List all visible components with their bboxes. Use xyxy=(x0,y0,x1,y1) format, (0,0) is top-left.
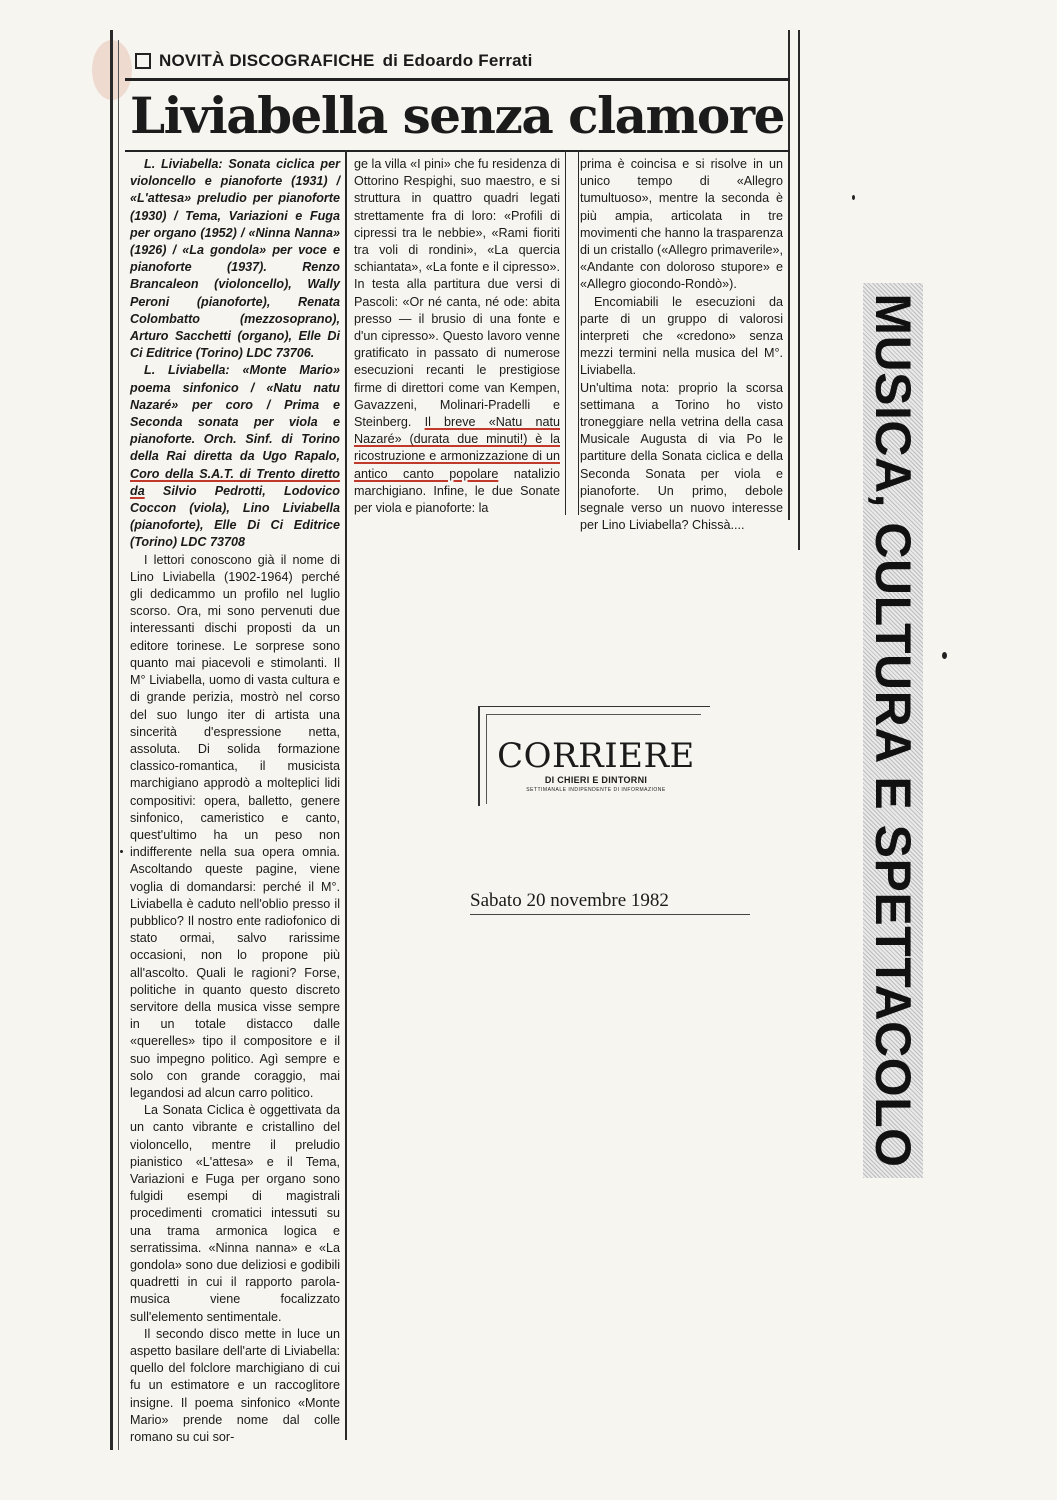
article-column-2 xyxy=(354,156,560,517)
clipping-border-left-inner xyxy=(118,40,119,1450)
clipping-border-right-outer xyxy=(798,30,800,550)
paper-mark xyxy=(942,652,947,659)
column-rule xyxy=(565,150,566,515)
paper-mark xyxy=(852,195,855,200)
rubric-rule xyxy=(125,78,790,81)
masthead-frame-inner xyxy=(486,714,487,804)
body-paragraph xyxy=(354,156,560,517)
column-rule xyxy=(345,150,347,1440)
disc-listing-2-text: L. Liviabella: «Monte Mario» poema sinfonico / «Natu natu Nazaré» per coro / Prima e Seconda sonata per viola e pianoforte. Orch. Sinf. di Torino della Rai diretta da Ugo Rapalo, xyxy=(130,363,340,464)
square-bullet-icon xyxy=(135,53,151,69)
disc-listing-2-text-end: Silvio Pedrotti, Lodovico Coccon (viola), Lino Liviabella (pianoforte), Elle Di Ci Editrice (Torino) LDC 73708 xyxy=(130,483,340,550)
masthead-frame xyxy=(478,706,480,806)
section-rubric xyxy=(135,48,775,74)
column-rule xyxy=(578,150,579,515)
paper-mark xyxy=(120,850,123,853)
col2-text: ge la villa «I pini» che fu residenza di Ottorino Respighi, suo maestro, e si struttura in quattro quadri legati strettamente fra di loro: «Profili di cipressi tra le nebbie», «Rami fioriti tra voli di rondini», «La quercia schiantata», «La fonte e il cipresso». In testa alla partitura due versi di Pascoli: «Or né canta, né ode: abita presso — il brusio di una fonte e d'un cipresso». Questo lavoro venne gratificato in passato di numerose esecuzioni recanti le prestigiose firme di direttori come van Kempen, Gavazzeni, Molinari-Pradelli e Steinberg. xyxy=(354,157,560,430)
disc-listing-1: L. Liviabella: Sonata ciclica per violoncello e pianoforte (1931) / «L'attesa» preludio per pianoforte (1930) / Tema, Variazioni e Fuga per organo (1952) / «Ninna Nanna» (1926) / «La gondola» per voce e pianoforte (1937). Renzo Brancaleon (violoncello), Wally Peroni (pianoforte), Renata Colombatto (mezzosoprano), Arturo Sacchetti (organo), Elle Di Ci Editrice (Torino) LDC 73706. xyxy=(130,157,340,361)
masthead-frame-inner xyxy=(486,714,701,715)
article-column-1 xyxy=(130,156,340,1446)
col2-text-end: natalizio marchigiano. Infine, le due Sonate per viola e pianoforte: la xyxy=(354,466,560,516)
disc-listing-2 xyxy=(130,362,340,551)
body-paragraph: I lettori conoscono già il nome di Lino Liviabella (1902-1964) perché gli dedicammo un profilo nel luglio scorso. Ora, mi sono pervenuti due interessanti dischi proposti da un editore torinese. Le sorprese sono quanto mai piacevoli e stimolanti. Il M° Liviabella, uomo di vasta cultura e di grande perizia, mostrò nel corso del suo lungo iter di artista una sincerità d'espressione netta, assoluta. Di solida formazione classico-romantica, il musicista marchigiano approdò a molteplici lidi compositivi: opera, balletto, genere sinfonico, cameristico e canto, quest'ultimo ha un peso non indifferente nella sua opera omnia. Ascoltando queste pagine, viene voglia di domandarsi: perché il M°. Liviabella è caduto nell'oblio presso il pubblico? Il nostro ente radiofonico di stato ormai, salvo rarissime occasioni, non lo propone più all'ascolto. Quali le ragioni? Forse, politiche in quanto questo discreto servitore della musica visse sempre in un totale distacco dalle «querelles» tipo il compositore e il suo impegno politico. Agì sempre e solo con grande coraggio, mai legandosi ad alcun carro politico. xyxy=(130,552,340,1100)
article-headline: Liviabella senza clamore xyxy=(130,86,784,145)
section-banner-label: MUSICA, CULTURA E SPETTACOLO xyxy=(865,293,921,1168)
body-paragraph: Il secondo disco mette in luce un aspetto basilare dell'arte di Liviabella: quello del folclore marchigiano di cui fu un estimatore e un raccoglitore insigne. Il poema sinfonico «Monte Mario» prende nome dal colle romano su cui sor- xyxy=(130,1326,340,1445)
newspaper-masthead xyxy=(478,686,710,806)
masthead-frame xyxy=(478,706,710,707)
underlined-passage: Coro della S.A.T. di Trento diretto da xyxy=(130,466,340,498)
date-underline xyxy=(470,914,750,915)
rubric-byline: di Edoardo Ferrati xyxy=(382,51,533,70)
article-column-3 xyxy=(580,156,783,534)
masthead-tagline: SETTIMANALE INDIPENDENTE DI INFORMAZIONE xyxy=(526,787,666,793)
body-paragraph: La Sonata Ciclica è oggettivata da un canto vibrante e cristallino del violoncello, mentre il preludio pianistico «L'attesa» e il Tema, Variazioni e Fuga per organo sono fulgidi esempi di magistrali procedimenti cromatici intessuti su una trama armonica logica e serratissima. «Ninna nanna» e «La gondola» sono due deliziosi e godibili quadretti in cui il rapporto parola-musica viene focalizzato sull'elemento sentimentale. xyxy=(130,1103,340,1324)
masthead-subtitle: DI CHIERI E DINTORNI xyxy=(544,775,648,785)
rubric-section: NOVITÀ DISCOGRAFICHE xyxy=(159,51,375,70)
publication-date: Sabato 20 novembre 1982 xyxy=(470,890,669,911)
headline-rule xyxy=(125,150,790,152)
body-paragraph: Encomiabili le esecuzioni da parte di un gruppo di valorosi interpreti che «credono» senza mezzi termini nella musica del M°. Liviabella. xyxy=(580,294,783,378)
clipping-border-left xyxy=(110,30,113,1450)
body-paragraph: Un'ultima nota: proprio la scorsa settimana a Torino ho visto troneggiare nella vetrina della casa Musicale Augusta di via Po le partiture della Sonata ciclica e della Seconda Sonata per viola e pianoforte. Un primo, debole segnale verso un nuovo interesse per Lino Liviabella? Chissà.... xyxy=(580,380,783,533)
masthead-name: CORRIERE xyxy=(497,736,695,776)
body-paragraph: prima è coincisa e si risolve in un unico tempo di «Allegro tumultuoso», mentre la seconda è più ampia, articolata in tre movimenti che hanno la trasparenza di un cristallo («Allegro primaverile», «Andante con doloroso stupore» e «Allegro giocondo-Rondò»). xyxy=(580,157,784,292)
underlined-passage: Il breve «Natu natu Nazaré» (durata due minuti!) è la ricostruzione e armonizzazione di un antico canto popolare xyxy=(354,415,560,481)
